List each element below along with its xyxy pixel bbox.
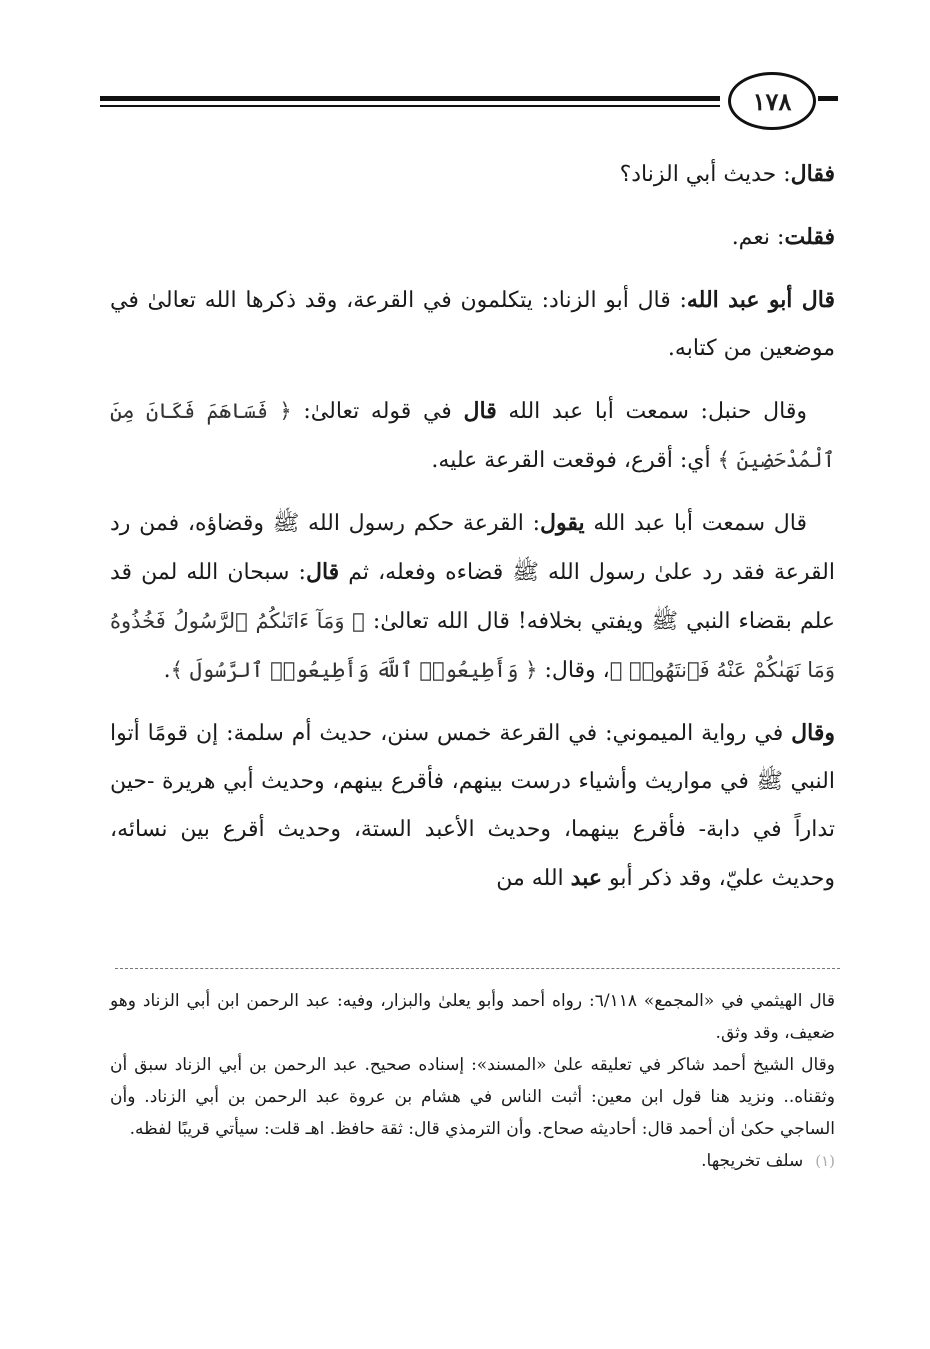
footnote-continued-2: وقال الشيخ أحمد شاكر في تعليقه علىٰ «المسند»: إسناده صحيح. عبد الرحمن بن أبي الزناد سبق أن وثقناه.. ونزيد هنا قول ابن معين: أثبت الناس في هشام بن عروة عبد الرحمن بن أبي الزناد. وأن الساجي حكىٰ أن أحمد قال: أحاديثه صحاح. وأن الترمذي قال: ثقة حافظ. اهـ قلت: سيأتي قريبًا لفظه.: [110, 1055, 835, 1139]
paragraph-6-lead: وقال: [791, 720, 835, 746]
paragraph-5: [110, 499, 835, 695]
quran-verse-2: ﴿ وَمَآ ءَاتَىٰكُمُ ٱلرَّسُولُ فَخُذُوهُ وَمَا نَهَىٰكُمْ عَنْهُ فَٱنتَهُوا۟ ﴾: [110, 609, 835, 682]
paragraph-4-text-2: في قوله تعالىٰ:: [303, 399, 452, 424]
paragraph-6-text: في رواية الميموني: في القرعة خمس سنن، حديث أم سلمة: إن قومًا أتوا النبي ﷺ في مواريث وأشياء درست بينهم، فأقرع بينهم، وحديث أبي هريرة -حين تداراً في دابة- فأقرع بينهما، وحديث الأعبد الستة، وحديث أقرع بين نسائه، وحديث عليّ، وقد ذكر أبو: [110, 721, 835, 891]
footnote-1-number: (١): [815, 1152, 835, 1170]
paragraph-5-text-5: .: [163, 658, 171, 683]
paragraph-3-text: : قال أبو الزناد: يتكلمون في القرعة، وقد ذكرها الله تعالىٰ في موضعين من كتابه.: [110, 288, 835, 361]
paragraph-2-lead: فقلت: [784, 224, 835, 250]
paragraph-4-text-3: أي: أقرع، فوقعت القرعة عليه.: [431, 448, 711, 473]
footnote-1: [110, 1145, 835, 1177]
paragraph-1: [110, 150, 835, 199]
quran-verse-1: ﴿ فَسَاهَمَ فَكَانَ مِنَ ٱلْمُدْحَضِينَ ﴾: [110, 399, 835, 472]
footnote-continued-1: قال الهيثمي في «المجمع» ٦/١١٨: رواه أحمد وأبو يعلىٰ والبزار، وفيه: عبد الرحمن ابن أبي الزناد وهو ضعيف، وقد وثق.: [110, 991, 835, 1043]
paragraph-6-tail: الله من: [496, 866, 564, 891]
page-header: [100, 68, 840, 138]
page-number: ١٧٨: [752, 86, 792, 116]
paragraph-3-lead: قال أبو عبد الله: [686, 287, 835, 313]
paragraph-4-bold-1: قال: [463, 398, 497, 424]
paragraph-5-text-1: قال سمعت أبا عبد الله: [593, 511, 807, 536]
page-number-badge: [728, 72, 816, 130]
paragraph-6: [110, 709, 835, 903]
paragraph-2: [110, 213, 835, 262]
footnote-1-text: سلف تخريجها.: [701, 1151, 804, 1171]
paragraph-5-text-2: : القرعة حكم رسول الله ﷺ وقضاؤه، فمن رد القرعة فقد رد علىٰ رسول الله ﷺ قضاءه وفعله، ثم: [110, 511, 835, 585]
paragraph-2-text: : نعم.: [731, 225, 785, 250]
paragraph-6-bold-2: عبد: [570, 865, 602, 891]
footnote-separator: [115, 968, 840, 969]
paragraph-5-text-3: : سبحان الله لمن قد علم بقضاء النبي ﷺ ويفتي بخلافه! قال الله تعالىٰ:: [110, 560, 835, 634]
paragraph-1-lead: فقال: [790, 161, 835, 187]
main-text: [110, 150, 835, 917]
header-rule-thin: [100, 105, 720, 107]
paragraph-5-text-4: ، وقال:: [544, 658, 610, 683]
paragraph-4-text-1: وقال حنبل: سمعت أبا عبد الله: [508, 399, 807, 424]
footnotes: [110, 985, 835, 1177]
paragraph-5-bold-1: يقول: [540, 510, 585, 536]
paragraph-1-text: : حديث أبي الزناد؟: [619, 162, 791, 187]
paragraph-4: [110, 387, 835, 485]
paragraph-3: [110, 276, 835, 373]
header-rule-end: [818, 96, 838, 101]
header-rule-thick: [100, 96, 720, 101]
paragraph-5-bold-2: قال: [305, 559, 340, 585]
quran-verse-3: ﴿ وَأَطِيعُوا۟ ٱللَّهَ وَأَطِيعُوا۟ ٱلرَّسُولَ ﴾: [170, 658, 538, 682]
